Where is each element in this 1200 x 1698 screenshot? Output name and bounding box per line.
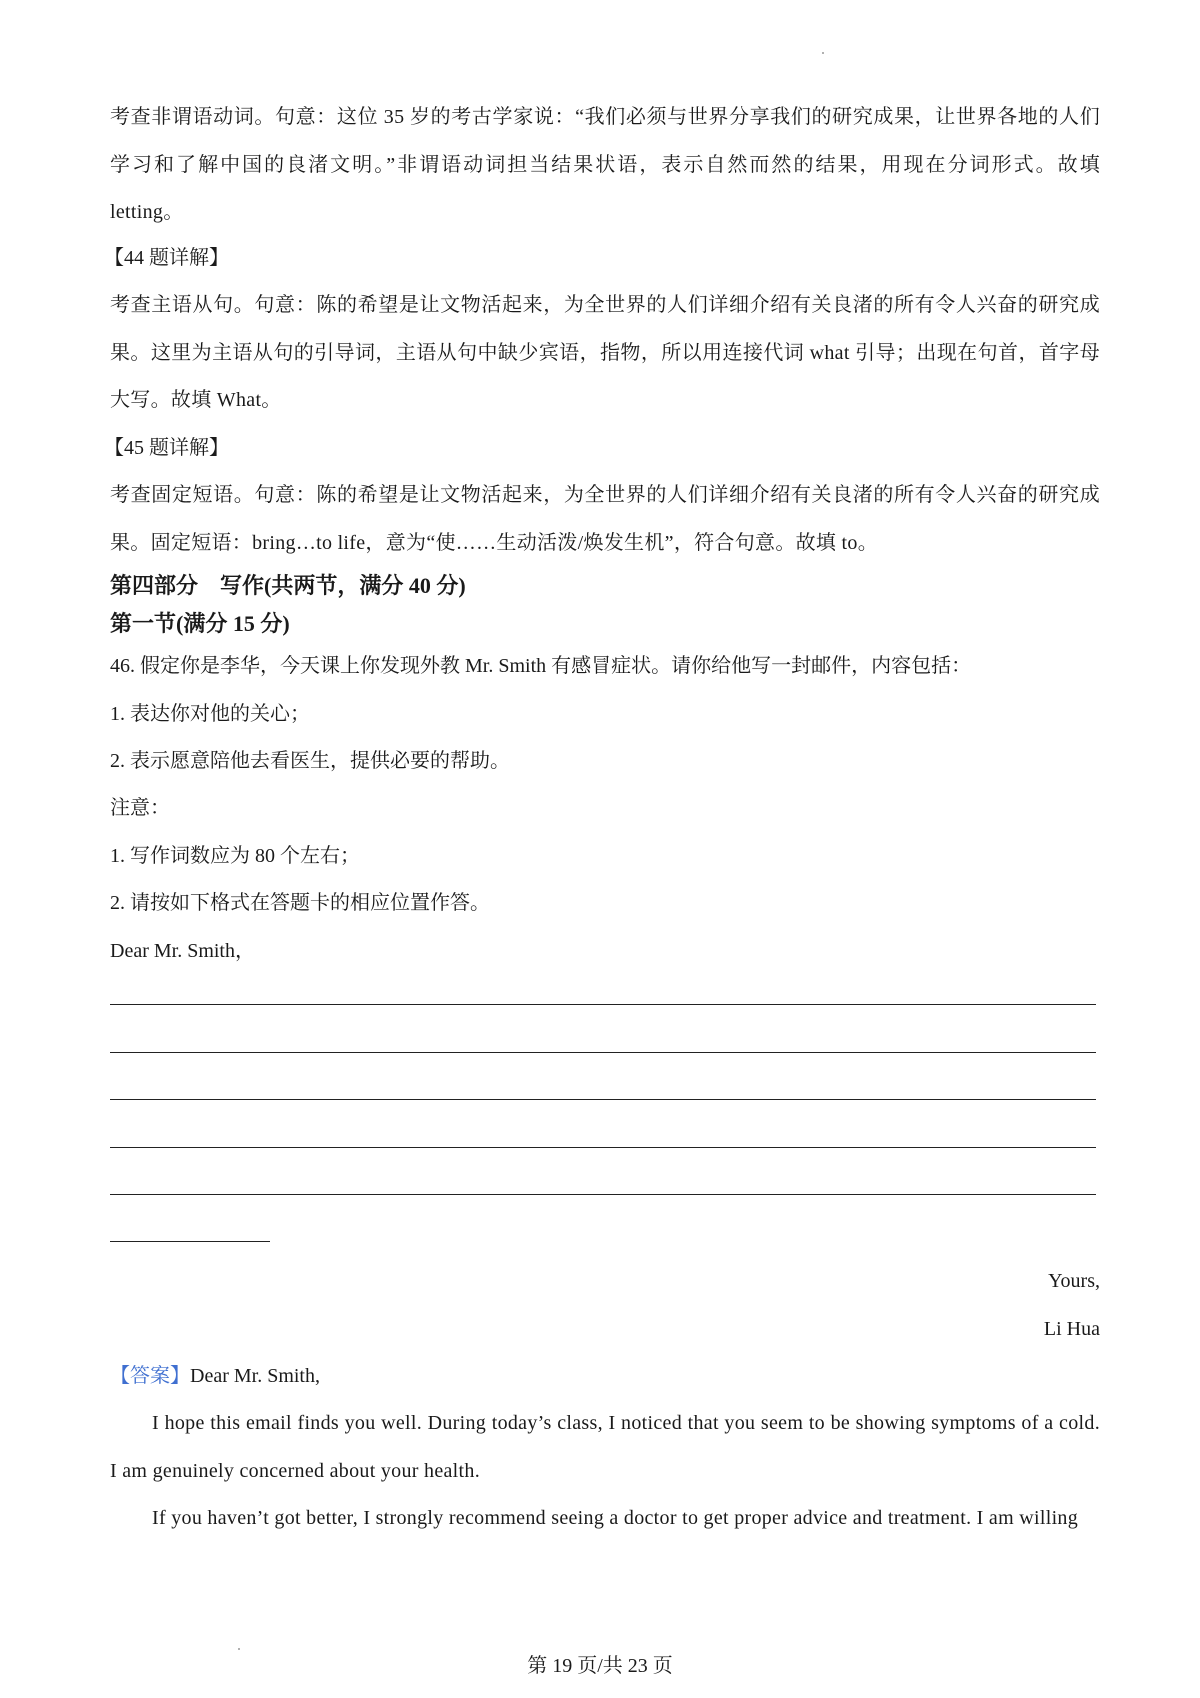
question-46-point-2: 2. 表示愿意陪他去看医生，提供必要的帮助。: [110, 750, 510, 772]
answer-paragraph-1: I hope this email finds you well. During today’s class, I noticed that you seem to be showing symptoms of a cold. I am genuinely concerned about your health.: [110, 1412, 1100, 1482]
scan-speck: [238, 1648, 240, 1650]
explanation-43-text: 考查非谓语动词。句意：这位 35 岁的考古学家说：“我们必须与世界分享我们的研究成果，让世界各地的人们学习和了解中国的良渚文明。”非谓语动词担当结果状语，表示自然而然的结果，用现在分词形式。故填 letting。: [110, 106, 1100, 223]
letter-closing: Yours,: [1048, 1270, 1100, 1292]
answer-line: [110, 1004, 1096, 1005]
letter-signature: Li Hua: [1043, 1318, 1100, 1340]
answer-label: 【答案】: [110, 1365, 190, 1387]
question-46-point-1: 1. 表达你对他的关心；: [110, 703, 310, 725]
question-46-note-1: 1. 写作词数应为 80 个左右；: [110, 845, 360, 867]
section-subsection-title: 第一节(满分 15 分): [110, 611, 290, 636]
answer-line-short: [110, 1241, 270, 1242]
answer-line: [110, 1194, 1096, 1195]
answer-paragraph-2: If you haven’t got better, I strongly recommend seeing a doctor to get proper advice and treatment. I am willing: [152, 1507, 1079, 1529]
scan-speck: [822, 52, 824, 54]
question-46-notes-label: 注意：: [110, 797, 170, 819]
page-number-footer: 第 19 页/共 23 页: [527, 1655, 673, 1677]
answer-header: [110, 1362, 1100, 1390]
explanation-45-heading: 【45 题详解】: [104, 437, 229, 459]
answer-line: [110, 1147, 1096, 1148]
answer-salutation: Dear Mr. Smith,: [190, 1365, 320, 1387]
question-46-note-2: 2. 请按如下格式在答题卡的相应位置作答。: [110, 892, 490, 914]
section-part-title: 第四部分 写作(共两节，满分 40 分): [110, 573, 466, 598]
letter-salutation: Dear Mr. Smith，: [110, 940, 255, 962]
answer-line: [110, 1099, 1096, 1100]
explanation-44-text: 考查主语从句。句意：陈的希望是让文物活起来，为全世界的人们详细介绍有关良渚的所有令人兴奋的研究成果。这里为主语从句的引导词，主语从句中缺少宾语，指物，所以用连接代词 what 引导；出现在句首，首字母大写。故填 What。: [110, 294, 1100, 411]
answer-line: [110, 1052, 1096, 1053]
explanation-44-heading: 【44 题详解】: [104, 247, 229, 269]
question-46-prompt: 46. 假定你是李华，今天课上你发现外教 Mr. Smith 有感冒症状。请你给他写一封邮件，内容包括：: [110, 655, 972, 677]
explanation-45-text: 考查固定短语。句意：陈的希望是让文物活起来，为全世界的人们详细介绍有关良渚的所有令人兴奋的研究成果。固定短语：bring…to life，意为“使……生动活泼/焕发生机”，符合句意。故填 to。: [110, 484, 1100, 554]
